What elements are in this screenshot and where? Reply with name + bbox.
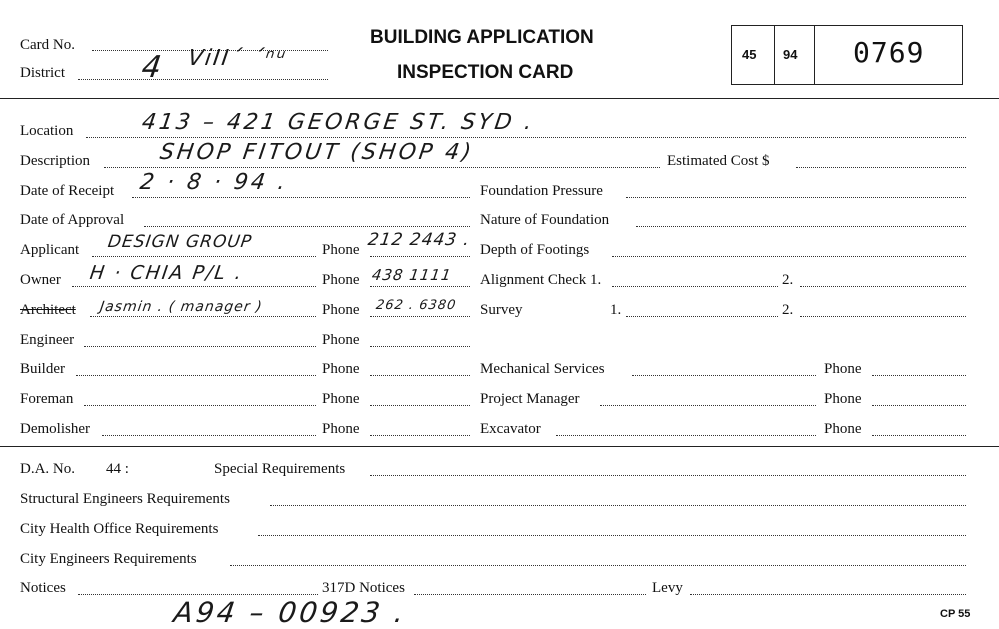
box-cell-2: 94 [783, 47, 798, 62]
form-code: CP 55 [940, 608, 971, 620]
project-manager-label: Project Manager [480, 391, 580, 407]
owner-phone-field [370, 286, 470, 287]
da-no-value: 44 : [106, 461, 129, 477]
foreman-phone-label: Phone [322, 391, 360, 407]
description-label: Description [20, 153, 90, 169]
city-engineers-field [230, 565, 966, 566]
engineer-field [84, 346, 316, 347]
owner-phone-label: Phone [322, 272, 360, 288]
excavator-label: Excavator [480, 421, 541, 437]
demolisher-phone-label: Phone [322, 421, 360, 437]
city-health-label: City Health Office Requirements [20, 521, 219, 537]
notices-label: Notices [20, 580, 66, 596]
depth-of-footings-label: Depth of Footings [480, 242, 590, 258]
depth-of-footings-field [612, 256, 966, 257]
date-of-approval-label: Date of Approval [20, 212, 125, 228]
notices-field [78, 594, 318, 595]
card-number-box [731, 25, 963, 85]
city-health-field [258, 535, 966, 536]
box-cell-1: 45 [742, 47, 757, 62]
builder-label: Builder [20, 361, 65, 377]
estimated-cost-field [796, 167, 966, 168]
district-label: District [20, 65, 65, 81]
applicant-value: DESIGN GROUP [106, 232, 254, 252]
foreman-label: Foreman [20, 391, 74, 407]
demolisher-field [102, 435, 316, 436]
architect-phone-field [370, 316, 470, 317]
special-requirements-field [370, 475, 966, 476]
applicant-phone-field [370, 256, 470, 257]
description-field [104, 167, 660, 168]
survey-1-label: 1. [610, 302, 622, 318]
title-line-2: INSPECTION CARD [397, 62, 574, 83]
special-requirements-label: Special Requirements [214, 461, 346, 477]
alignment-check-label: Alignment Check 1. [480, 272, 602, 288]
engineer-phone-label: Phone [322, 332, 360, 348]
description-value: SHOP FITOUT (SHOP 4) [158, 140, 476, 165]
reference-number: A94 – 00923 . [171, 596, 409, 629]
structural-engineers-field [270, 505, 966, 506]
architect-field [90, 316, 316, 317]
mechanical-services-label: Mechanical Services [480, 361, 605, 377]
mechanical-phone-field [872, 375, 966, 376]
structural-engineers-label: Structural Engineers Requirements [20, 491, 230, 507]
date-of-receipt-field [132, 197, 470, 198]
mechanical-services-field [632, 375, 816, 376]
location-label: Location [20, 123, 74, 139]
survey-label: Survey [480, 302, 523, 318]
alignment-check-2-field [800, 286, 966, 287]
excavator-field [556, 435, 816, 436]
project-manager-field [600, 405, 816, 406]
demolisher-phone-field [370, 435, 470, 436]
builder-phone-field [370, 375, 470, 376]
date-of-receipt-value: 2 · 8 · 94 . [138, 170, 290, 195]
estimated-cost-label: Estimated Cost $ [667, 153, 770, 169]
owner-label: Owner [20, 272, 61, 288]
builder-field [76, 375, 316, 376]
survey-2-field [800, 316, 966, 317]
district-scribble: ViII´ ´ⁿᵘ [186, 46, 289, 71]
alignment-check-2-label: 2. [782, 272, 794, 288]
alignment-check-1-field [612, 286, 778, 287]
notices-317d-label: 317D Notices [322, 580, 405, 596]
architect-value: Jasmin . ( manager ) [98, 299, 264, 315]
mechanical-phone-label: Phone [824, 361, 862, 377]
header-divider [0, 98, 999, 99]
project-manager-phone-field [872, 405, 966, 406]
city-engineers-label: City Engineers Requirements [20, 551, 197, 567]
nature-of-foundation-label: Nature of Foundation [480, 212, 610, 228]
da-no-label: D.A. No. [20, 461, 75, 477]
foundation-pressure-label: Foundation Pressure [480, 183, 603, 199]
excavator-phone-field [872, 435, 966, 436]
survey-1-field [626, 316, 778, 317]
excavator-phone-label: Phone [824, 421, 862, 437]
demolisher-label: Demolisher [20, 421, 90, 437]
notices-317d-field [414, 594, 646, 595]
date-of-receipt-label: Date of Receipt [20, 183, 115, 199]
levy-field [690, 594, 966, 595]
foreman-field [84, 405, 316, 406]
architect-label: Architect [20, 302, 76, 318]
district-value: 4 [139, 50, 167, 85]
levy-label: Levy [652, 580, 683, 596]
project-manager-phone-label: Phone [824, 391, 862, 407]
title-line-1: BUILDING APPLICATION [370, 27, 594, 48]
architect-phone-value: 262 . 6380 [374, 298, 458, 313]
builder-phone-label: Phone [322, 361, 360, 377]
engineer-phone-field [370, 346, 470, 347]
owner-field [72, 286, 316, 287]
date-of-approval-field [144, 226, 470, 227]
district-field [78, 79, 328, 80]
engineer-label: Engineer [20, 332, 75, 348]
card-no-label: Card No. [20, 37, 75, 53]
applicant-phone-label: Phone [322, 242, 360, 258]
survey-2-label: 2. [782, 302, 794, 318]
box-divider-1 [774, 26, 775, 84]
owner-phone-value: 438 1111 [370, 266, 453, 284]
nature-of-foundation-field [636, 226, 966, 227]
owner-value: H · CHIA P/L . [88, 262, 245, 284]
location-value: 413 – 421 GEORGE ST. SYD . [140, 110, 537, 135]
applicant-phone-value: 212 2443 . [366, 230, 472, 250]
box-divider-2 [814, 26, 815, 84]
architect-phone-label: Phone [322, 302, 360, 318]
applicant-field [92, 256, 316, 257]
foreman-phone-field [370, 405, 470, 406]
card-number: 0769 [853, 36, 925, 69]
applicant-label: Applicant [20, 242, 80, 258]
section-divider [0, 446, 999, 447]
foundation-pressure-field [626, 197, 966, 198]
location-field [86, 137, 966, 138]
